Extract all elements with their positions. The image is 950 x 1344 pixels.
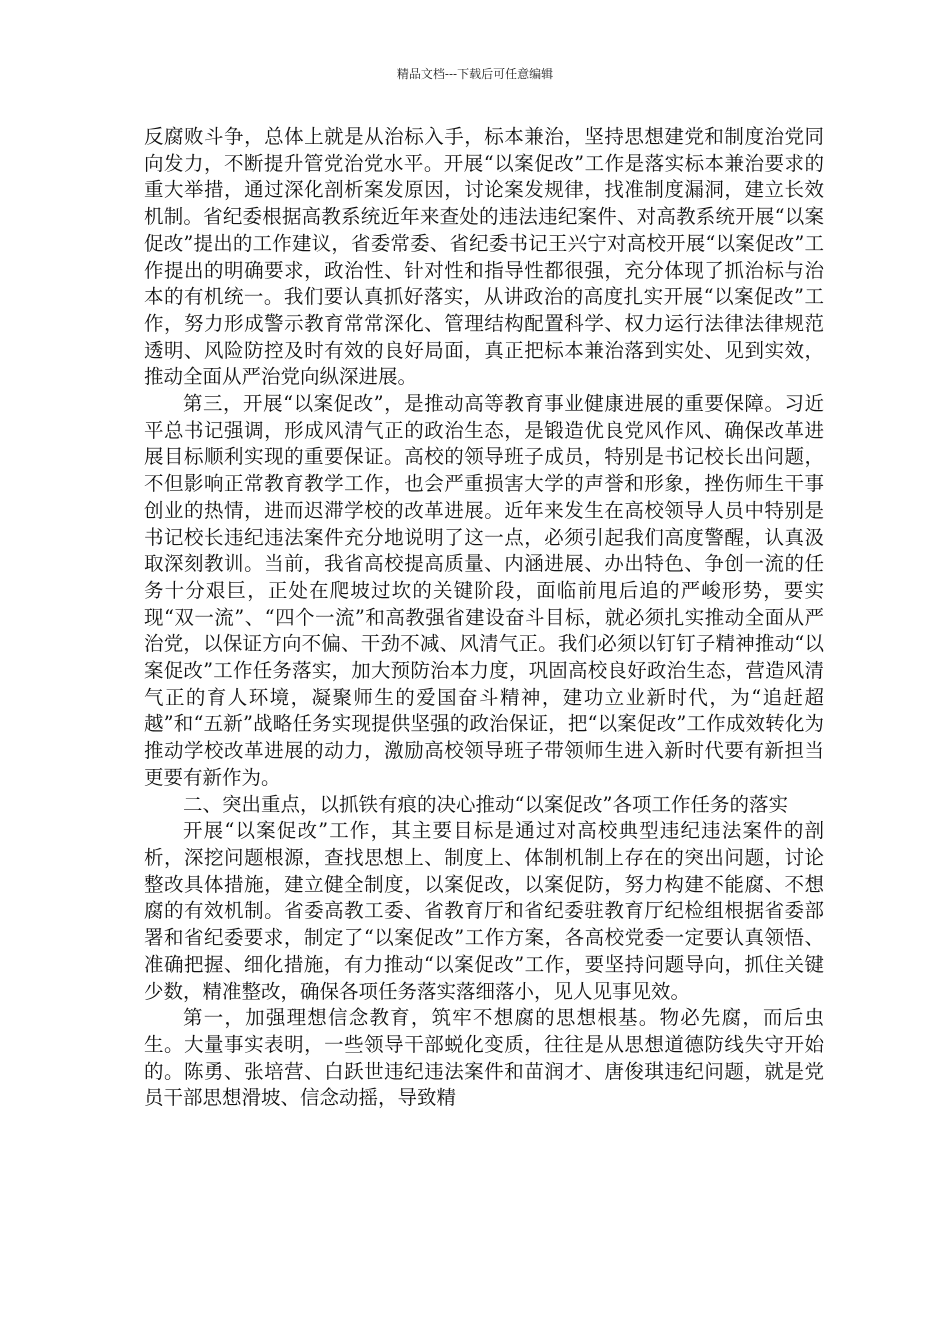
paragraph-section-intro: 开展“以案促改”工作，其主要目标是通过对高校典型违纪违法案件的剖析，深挖问题根源，查找思想上、制度上、体制机制上存在的突出问题，讨论整改具体措施，建立健全制度，以案促改，以案促防，努力构建不能腐、不想腐的有效机制。省委高教工委、省教育厅和省纪委驻教育厅纪检组根据省委部署和省纪委要求，制定了“以案促改”工作方案，各高校党委一定要认真领悟、准确把握、细化措施，有力推动“以案促改”工作，要坚持问题导向，抓住关键少数，精准整改，确保各项任务落实落细落小，见人见事见效。 [144, 819, 824, 1003]
section-heading-two: 二、突出重点，以抓铁有痕的决心推动“以案促改”各项工作任务的落实 [183, 792, 788, 816]
document-body [144, 124, 824, 1112]
paragraph-third-point: 第三，开展“以案促改”，是推动高等教育事业健康进展的重要保障。习近平总书记强调，形成风清气正的政治生态，是锻造优良党风作风、确保改革进展目标顺利实现的重要保证。高校的领导班子成员，特别是书记校长出问题，不但影响正常教育教学工作，也会严重损害大学的声誉和形象，挫伤师生干事创业的热情，进而迟滞学校的改革进展。近年来发生在高校领导人员中特别是书记校长违纪违法案件充分地说明了这一点，必须引起我们高度警醒，认真汲取深刻教训。当前，我省高校提高质量、内涵进展、办出特色、争创一流的任务十分艰巨，正处在爬坡过坎的关键阶段，面临前甩后追的严峻形势，要实现“双一流”、“四个一流”和高教强省建设奋斗目标，就必须扎实推动全面从严治党，以保证方向不偏、干劲不减、风清气正。我们必须以钉钉子精神推动“以案促改”工作任务落实，加大预防治本力度，巩固高校良好政治生态，营造风清气正的育人环境，凝聚师生的爱国奋斗精神，建功立业新时代，为“追赶超越”和“五新”战略任务实现提供坚强的政治保证，把“以案促改”工作成效转化为推动学校改革进展的动力，激励高校领导班子带领师生进入新时代要有新担当更要有新作为。 [144, 392, 824, 789]
paragraph-continuation: 反腐败斗争，总体上就是从治标入手，标本兼治，坚持思想建党和制度治党同向发力，不断提升管党治党水平。开展“以案促改”工作是落实标本兼治要求的重大举措，通过深化剖析案发原因，讨论案发规律，找准制度漏洞，建立长效机制。省纪委根据高教系统近年来查处的违法违纪案件、对高教系统开展“以案促改”提出的工作建议，省委常委、省纪委书记王兴宁对高校开展“以案促改”工作提出的明确要求，政治性、针对性和指导性都很强，充分体现了抓治标与治本的有机统一。我们要认真抓好落实，从讲政治的高度扎实开展“以案促改”工作，努力形成警示教育常常深化、管理结构配置科学、权力运行法律法律规范透明、风险防控及时有效的良好局面，真正把标本兼治落到实处、见到实效，推动全面从严治党向纵深进展。 [144, 125, 824, 389]
page-header: 精品文档---下载后可任意编辑 [396, 67, 554, 81]
paragraph-first-point: 第一，加强理想信念教育，筑牢不想腐的思想根基。物必先腐，而后虫生。大量事实表明，一些领导干部蜕化变质，往往是从思想道德防线失守开始的。陈勇、张培营、白跃世违纪违法案件和苗润才、唐俊琪违纪问题，就是党员干部思想滑坡、信念动摇，导致精 [144, 1006, 824, 1110]
